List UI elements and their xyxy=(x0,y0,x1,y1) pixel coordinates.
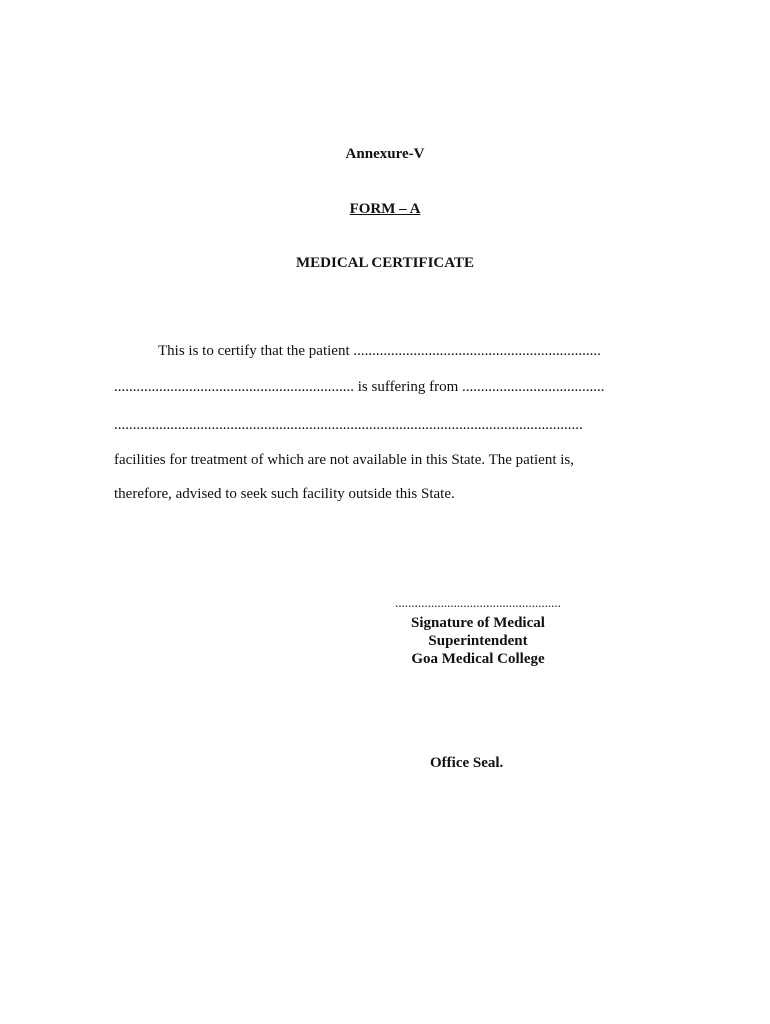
signature-block xyxy=(384,594,572,668)
form-title: FORM – A xyxy=(349,201,421,217)
patient-name-blank-continued: ................................................................ xyxy=(114,379,354,395)
certify-text: This is to certify that the patient xyxy=(158,343,354,359)
signature-role: Superintendent xyxy=(428,633,528,649)
advice-sentence: therefore, advised to seek such facility outside this State. xyxy=(114,486,455,502)
illness-blank: ...................................... xyxy=(462,379,605,395)
facilities-sentence: facilities for treatment of which are not available in this State. The patient is, xyxy=(114,452,574,468)
suffering-text: is suffering from xyxy=(354,379,463,395)
annexure-label: Annexure-V xyxy=(345,146,425,162)
patient-name-blank: .................................................................. xyxy=(353,343,601,359)
office-seal-label: Office Seal. xyxy=(430,755,504,771)
signature-institution: Goa Medical College xyxy=(411,651,545,667)
certify-line xyxy=(158,343,601,360)
signature-blank: ................................................... xyxy=(395,595,561,610)
signature-title: Signature of Medical xyxy=(411,615,545,631)
illness-blank-continued xyxy=(114,417,583,434)
illness-blank-line: ............................................................................................................................. xyxy=(114,417,583,433)
suffering-line xyxy=(114,379,605,396)
certificate-title: MEDICAL CERTIFICATE xyxy=(296,255,474,271)
